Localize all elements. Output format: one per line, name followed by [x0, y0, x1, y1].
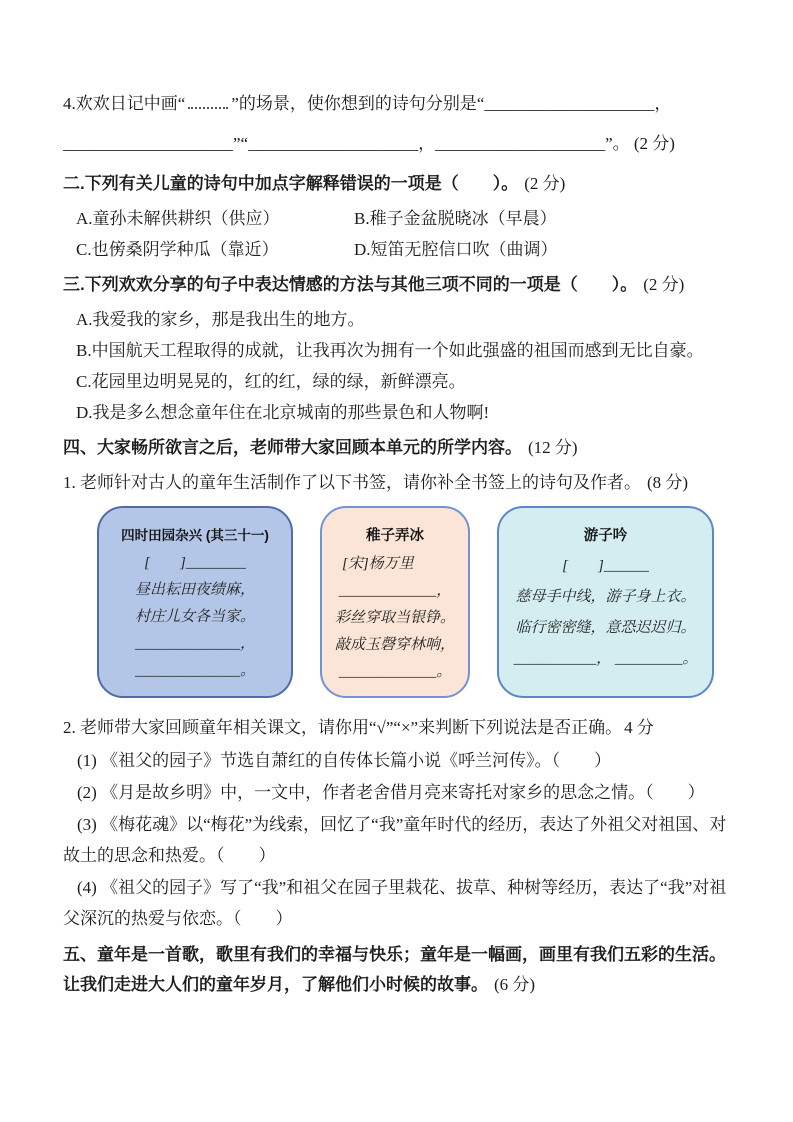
- bookmark-title: 稚子弄冰: [366, 528, 424, 544]
- section3-option: C.花园里边明晃晃的，红的红，绿的绿，新鲜漂亮。: [76, 372, 466, 391]
- judge-item: (2) 《月是故乡明》中，一文中，作者老舍借月亮来寄托对家乡的思念之情。（ ）: [77, 783, 705, 802]
- bookmark-card-youziyin: [497, 506, 714, 698]
- text-segment: ”的场景，使你想到的诗句分别是“: [231, 94, 485, 113]
- poem-line: _____________。: [338, 664, 452, 680]
- section4-item2-text: 2. 老师带大家回顾童年相关课文，请你用“√”“×”来判断下列说法是否正确。: [63, 718, 623, 737]
- section2-heading-text: 二.下列有关儿童的诗句中加点字解释错误的一项是（ ）。: [63, 174, 519, 193]
- section4-score: (12 分): [528, 438, 578, 457]
- section4-item2-score: 4 分: [624, 718, 654, 737]
- bookmark-poem-lines: [107, 577, 283, 685]
- question4-line1: [63, 88, 735, 119]
- bookmark-cards: [97, 506, 735, 698]
- text-segment: 4.欢欢日记中画“: [63, 94, 186, 113]
- text-segment: B.稚子金盆脱: [354, 209, 455, 228]
- bookmark-card-zhizinongbing: [320, 506, 470, 698]
- section4-item2: [63, 712, 735, 743]
- bookmark-card-sishitianyuanzaxing: [97, 506, 293, 698]
- section3-heading-text: 三.下列欢欢分享的句子中表达情感的方法与其他三项不同的一项是（ ）。: [63, 275, 638, 294]
- text-segment: C.也: [76, 240, 109, 259]
- section2-options: [63, 203, 735, 265]
- text-segment: D.短笛无: [354, 240, 422, 259]
- bookmark-author-blank: [ ]________: [144, 555, 246, 571]
- emphasized-char: 傍 •: [109, 240, 126, 259]
- section4-heading-text: 四、大家畅所欲言之后，老师带大家回顾本单元的所学内容。: [63, 438, 522, 457]
- judge-item: (3) 《梅花魂》以“梅花”为线索，回忆了“我”童年时代的经历，表达了外祖父对祖国、对故土的思念和热爱。（ ）: [63, 815, 727, 865]
- section2-option-a: [76, 203, 354, 234]
- section4-heading: [63, 432, 735, 463]
- poem-line: ___________， _________。: [513, 651, 698, 667]
- section4-item1: [63, 467, 735, 498]
- section3-score: (2 分): [643, 275, 685, 294]
- bookmark-author: [宋]杨万里: [342, 556, 414, 572]
- text-segment: ，: [654, 94, 672, 113]
- bookmark-author-blank: [ ]______: [562, 558, 649, 574]
- section3-option: B.中国航天工程取得的成就，让我再次为拥有一个如此强盛的祖国而感到无比自豪。: [76, 341, 704, 360]
- text-segment: 冰（早晨）: [471, 209, 557, 228]
- section3-option: D.我是多么想念童年住在北京城南的那些景色和人物啊!: [76, 403, 490, 422]
- section2-score: (2 分): [524, 174, 566, 193]
- poem-line: 敲成玉磬穿林响，: [334, 637, 455, 653]
- section2-option-d: [354, 234, 735, 265]
- text-segment: 信口吹（曲调）: [438, 240, 558, 259]
- bookmark-title: 四时田园杂兴 (其三十一): [121, 528, 269, 543]
- bookmark-poem-lines: [507, 582, 704, 675]
- section4-item1-score: (8 分): [647, 473, 689, 492]
- emphasized-char: 腔 •: [422, 240, 439, 259]
- judge-item: (4) 《祖父的园子》写了“我”和祖父在园子里栽花、拔草、种树等经历，表达了“我”对祖父深沉的热爱与依恋。（ ）: [63, 878, 727, 928]
- section3-heading: [63, 269, 735, 300]
- section5-heading-text: 五、童年是一首歌，歌里有我们的幸福与快乐；童年是一幅画，画里有我们五彩的生活。让我们走进大人们的童年岁月，了解他们小时候的故事。: [63, 945, 726, 994]
- section4-item1-text: 1. 老师针对古人的童年生活制作了以下书签，请你补全书签上的诗句及作者。: [63, 473, 641, 492]
- poem-line: 临行密密缝，意恐迟迟归。: [515, 620, 696, 636]
- poem-line: 彩丝穿取当银铮。: [334, 610, 455, 626]
- section5-score: (6 分): [494, 975, 536, 994]
- text-segment: 桑阴学种瓜（靠近）: [125, 240, 279, 259]
- question4-line2: ____________________”“____________________，____________________”。 (2 分): [63, 134, 675, 153]
- poem-line: ______________，: [134, 636, 255, 652]
- dotted-blank-field: [188, 91, 228, 109]
- bookmark-title: 游子吟: [583, 528, 628, 544]
- section2-option-c: [76, 234, 354, 265]
- judge-item: (1) 《祖父的园子》节选自萧红的自传体长篇小说《呼兰河传》。（ ）: [77, 751, 612, 770]
- text-segment: 耕织（供应）: [177, 209, 280, 228]
- section3-options: [63, 304, 735, 428]
- answer-blank: ____________________: [484, 94, 655, 113]
- section2-heading: [63, 168, 735, 199]
- emphasized-char: 晓 •: [455, 209, 472, 228]
- section2-option-b: [354, 203, 735, 234]
- text-segment: A.童孙未解: [76, 209, 161, 228]
- poem-line: 村庄儿女各当家。: [134, 609, 255, 625]
- poem-line: 昼出耘田夜绩麻，: [134, 582, 255, 598]
- bookmark-poem-lines: [330, 578, 460, 686]
- section3-option: A.我爱我的家乡，那是我出生的地方。: [76, 310, 365, 329]
- poem-line: _____________，: [338, 583, 452, 599]
- judge-items: [63, 745, 735, 934]
- section5-heading: [63, 940, 735, 1000]
- emphasized-char: 供 •: [161, 209, 178, 228]
- poem-line: 慈母手中线，游子身上衣。: [515, 589, 696, 605]
- poem-line: ______________。: [134, 663, 255, 679]
